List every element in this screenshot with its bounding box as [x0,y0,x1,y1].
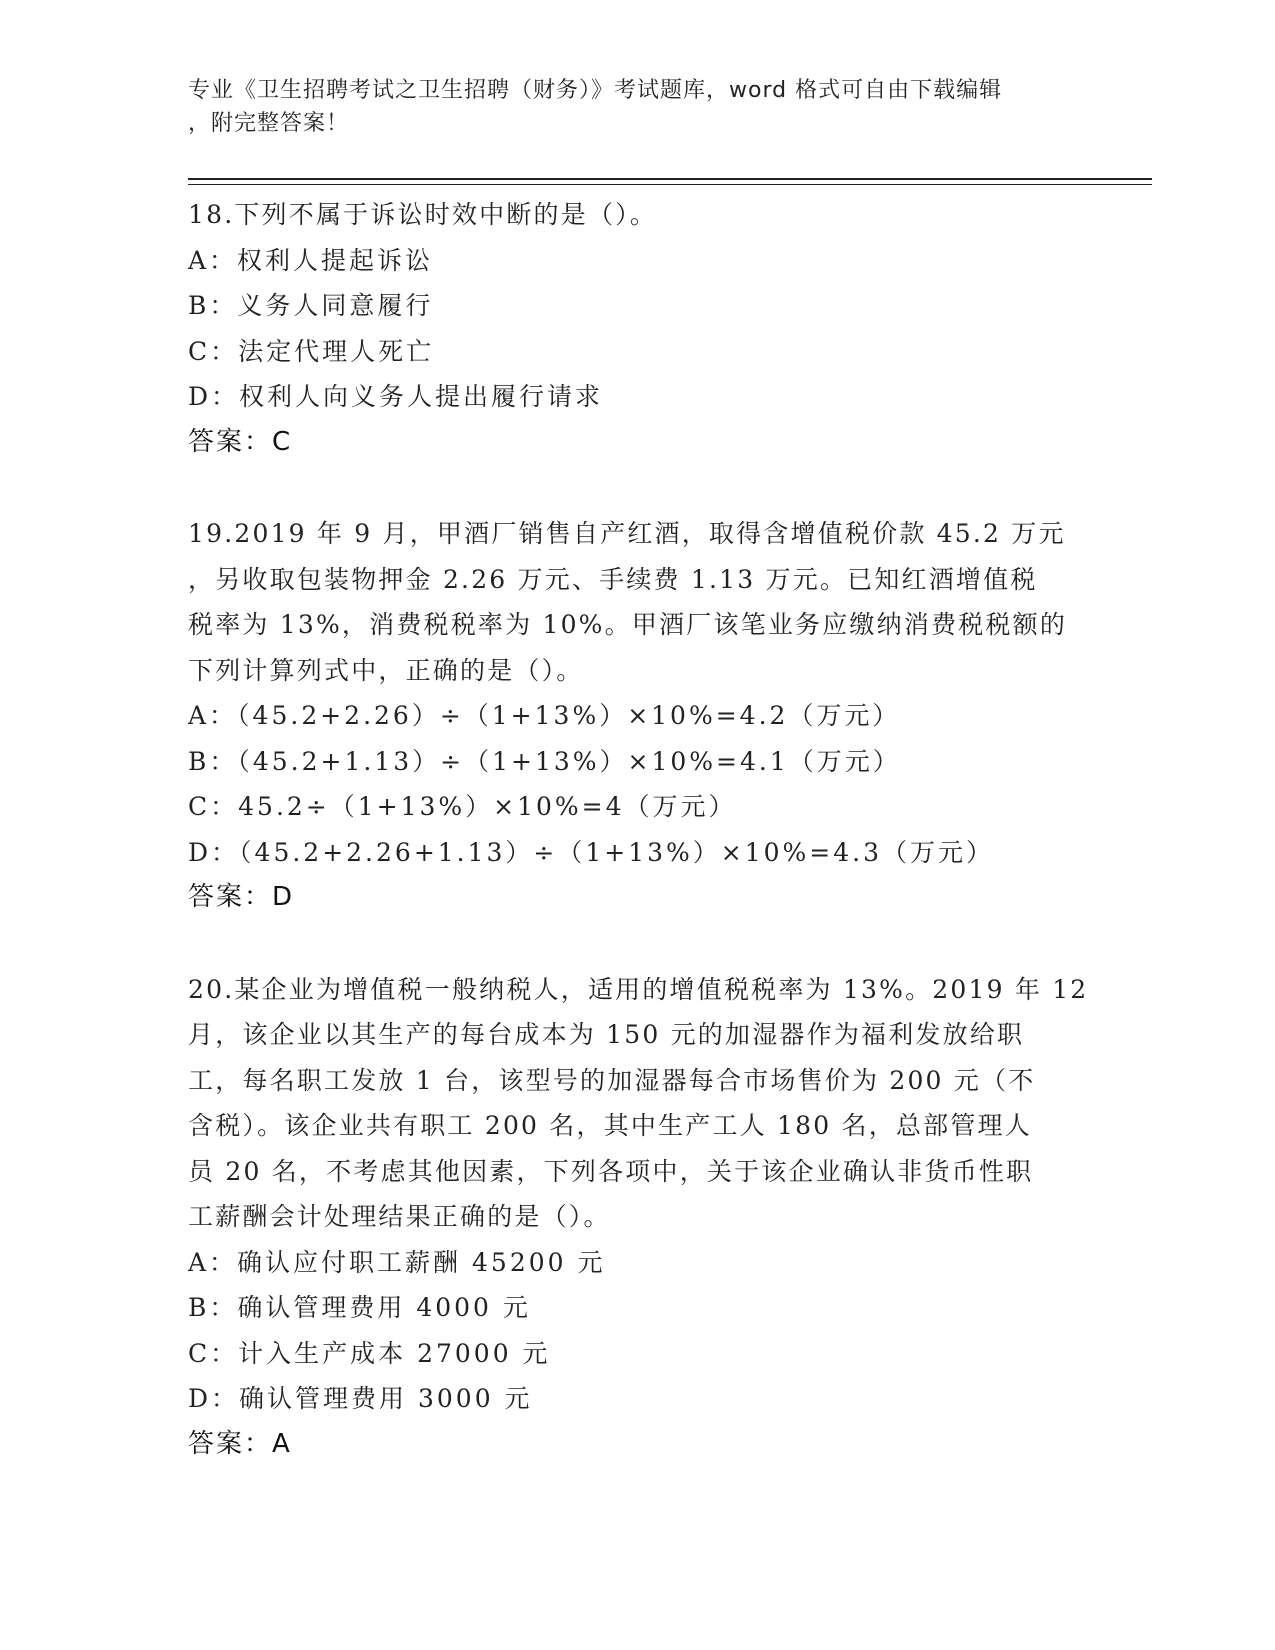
question-text-line: 20.某企业为增值税一般纳税人，适用的增值税税率为 13%。2019 年 12 [188,974,1089,1004]
question-text-line: 月，该企业以其生产的每台成本为 150 元的加湿器作为福利发放给职 [188,1020,1025,1049]
option-b: B：义务人同意履行 [188,291,434,320]
header-line-2: ，附完整答案！ [188,111,350,136]
question-20 [188,967,1088,1468]
question-list [188,192,1088,1513]
option-a: A：（45.2+2.26）÷（1+13%）×10%=4.2（万元） [188,701,901,730]
question-text [188,192,1088,238]
question-19 [188,511,1088,921]
question-text-line: 下列计算列式中，正确的是（）。 [188,655,584,685]
question-text-line: 税率为 13%，消费税税率为 10%。甲酒厂该笔业务应缴纳消费税税额的 [188,610,1068,639]
question-text-line: 19.2019 年 9 月，甲酒厂销售自产红酒，取得含增值税价款 45.2 万元 [188,519,1066,548]
option-a: A：确认应付职工薪酬 45200 元 [188,1247,606,1277]
question-text-line: 工，每名职工发放 1 台，该型号的加湿器每合市场售价为 200 元（不 [188,1065,1036,1095]
option-c: C：计入生产成本 27000 元 [188,1338,551,1368]
option-b: B：（45.2+1.13）÷（1+13%）×10%=4.1（万元） [188,746,901,776]
option-c: C：法定代理人死亡 [188,336,435,366]
option-d: D：权利人向义务人提出履行请求 [188,382,604,411]
question-text-line: 员 20 名，不考虑其他因素，下列各项中，关于该企业确认非货币性职 [188,1156,1034,1186]
question-text-line: 工薪酬会计处理结果正确的是（）。 [188,1202,611,1231]
header-divider-thick [188,178,1152,180]
answer-line: 答案：C [188,426,293,457]
question-text [188,511,1088,693]
answer-line: 答案：D [188,882,295,912]
question-text-line: 含税）。该企业共有职工 200 名，其中生产工人 180 名，总部管理人 [188,1111,1032,1140]
answer-line: 答案：A [188,1428,292,1459]
option-d: D：（45.2+2.26+1.13）÷（1+13%）×10%=4.3（万元） [188,837,995,867]
question-text [188,967,1088,1240]
option-b: B：确认管理费用 4000 元 [188,1293,531,1322]
option-c: C：45.2÷（1+13%）×10%=4（万元） [188,792,737,821]
document-header [188,74,1068,140]
question-18 [188,192,1088,465]
header-divider-thin [188,184,1152,185]
option-a: A：权利人提起诉讼 [188,245,434,275]
question-text-line: ，另收取包装物押金 2.26 万元、手续费 1.13 万元。已知红酒增值税 [188,564,1038,594]
header-line-1: 专业《卫生招聘考试之卫生招聘（财务）》考试题库，word 格式可自由下载编辑 [188,78,1003,103]
option-d: D：确认管理费用 3000 元 [188,1384,533,1413]
question-text-line: 18.下列不属于诉讼时效中断的是（）。 [188,200,658,229]
